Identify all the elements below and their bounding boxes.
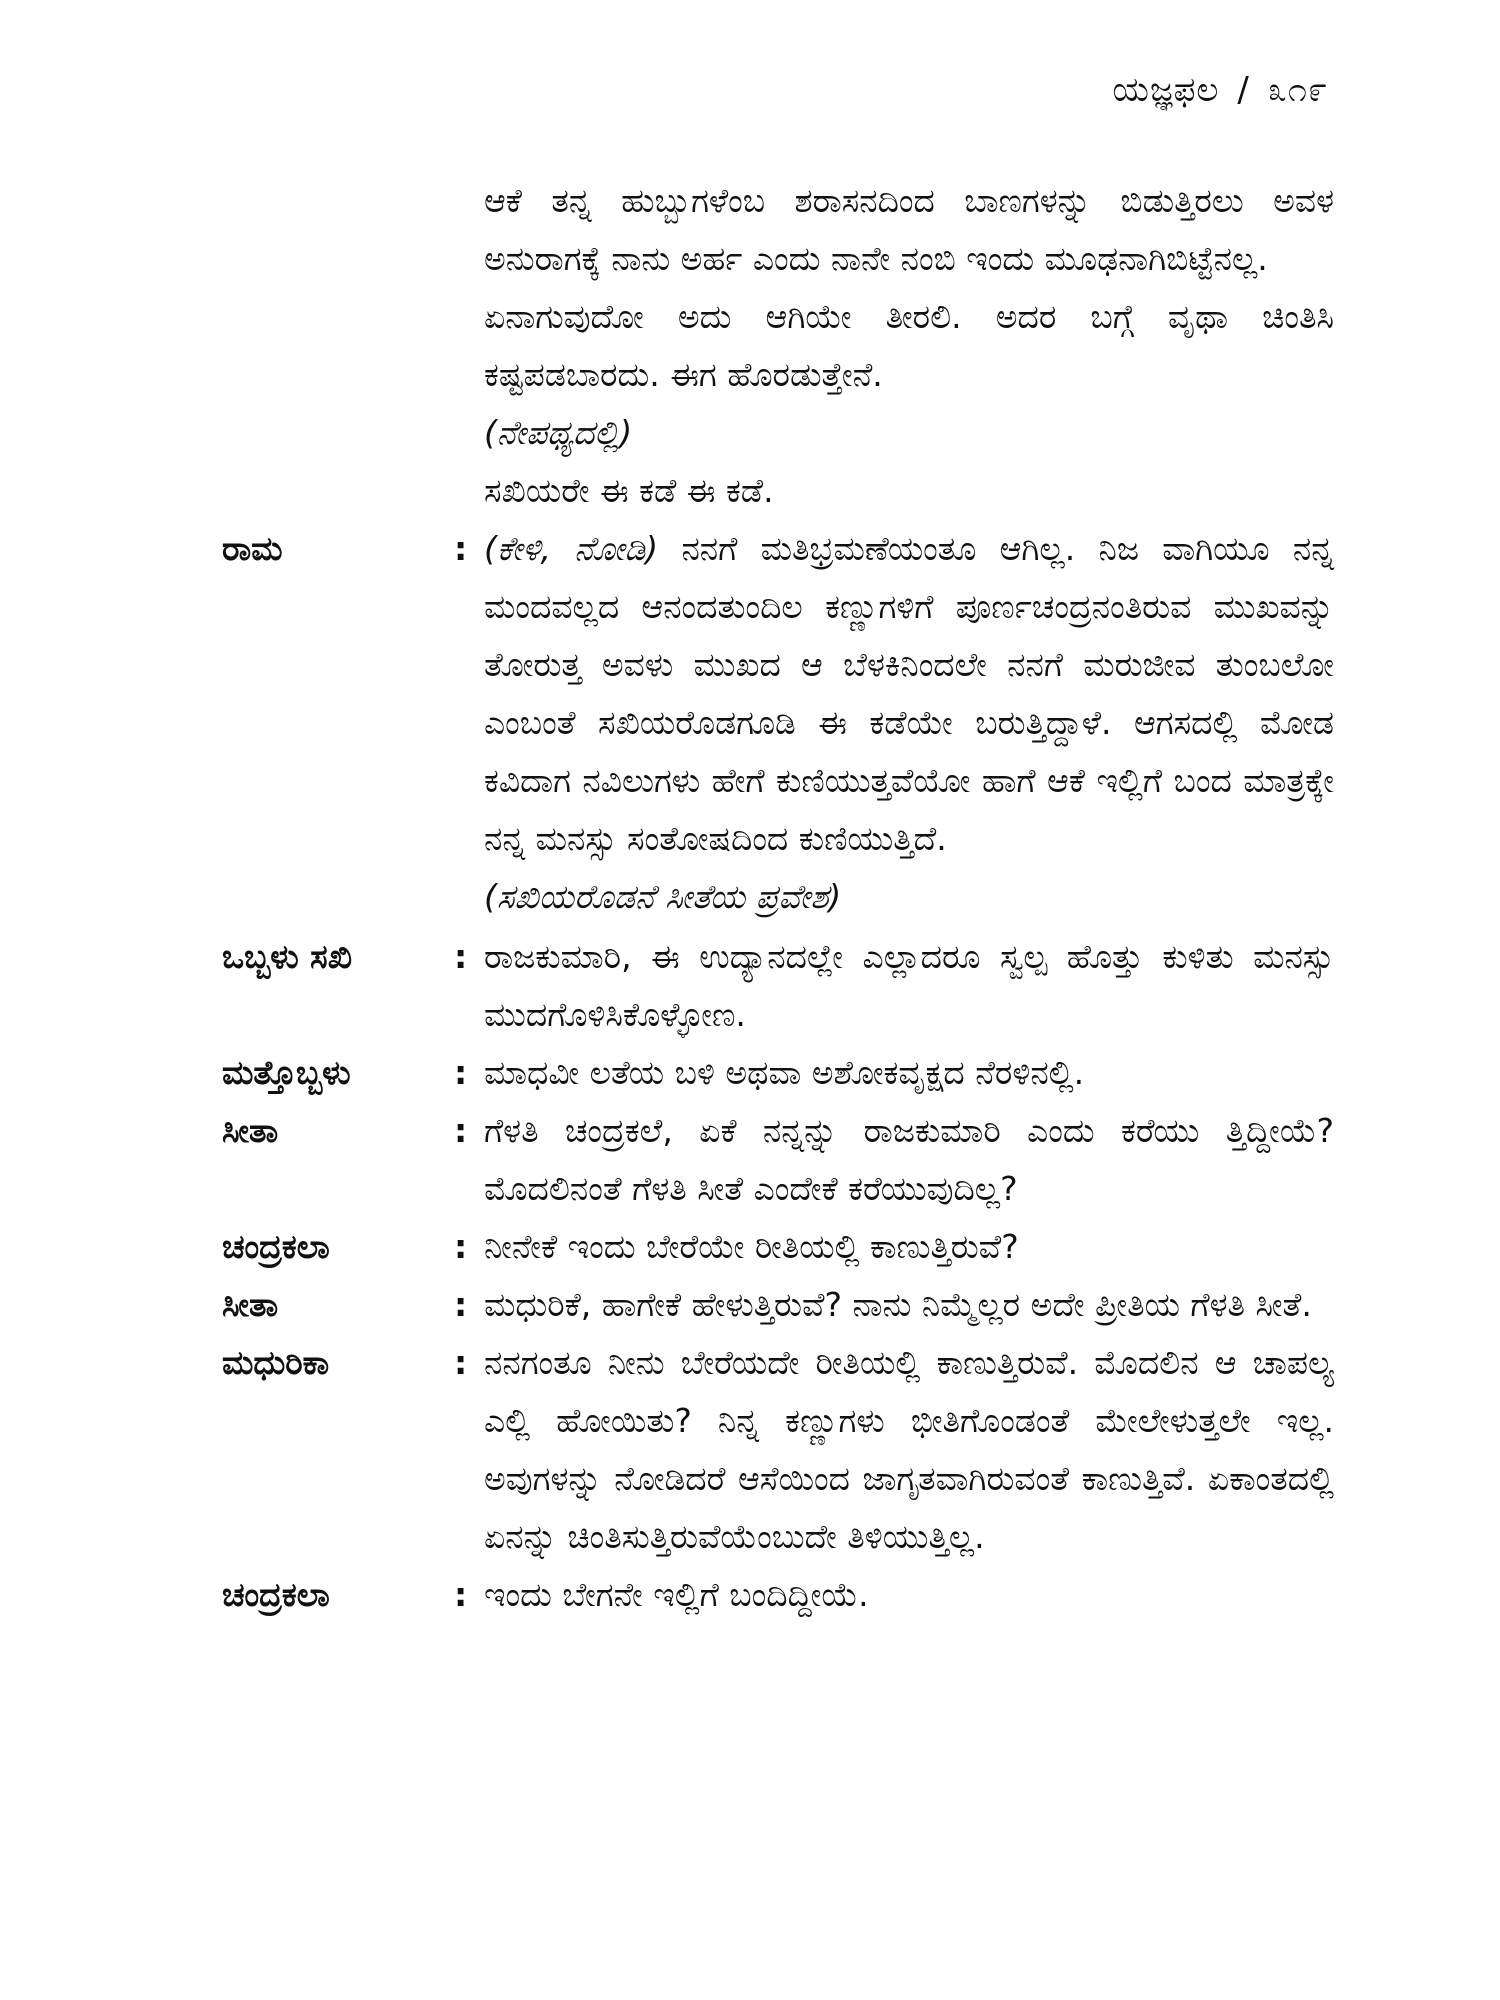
dialogue-row (222, 1102, 1334, 1218)
dialogue-row (222, 1334, 1334, 1566)
speaker-name: ರಾಮ (222, 529, 283, 568)
speaker-name: ಚಂದ್ರಕಲಾ (222, 1227, 330, 1266)
dialogue-text: ಗೆಳತಿ ಚಂದ್ರಕಲೆ, ಏಕೆ ನನ್ನನ್ನು ರಾಜಕುಮಾರಿ ಎಂದು ಕರೆಯು ತ್ತಿದ್ದೀಯೆ? ಮೊದಲಿನಂತೆ ಗೆಳತಿ ಸೀತೆ ಎಂದೇಕೆ ಕರೆಯುವುದಿಲ್ಲ? (484, 1111, 1334, 1208)
dialogue-text (484, 520, 1334, 868)
page-number: ೩೧೯ (1267, 70, 1328, 110)
speaker-name: ಮತ್ತೊಬ್ಬಳು (222, 1053, 351, 1092)
speaker-name: ಮಧುರಿಕಾ (222, 1343, 330, 1382)
dialogue-text: ನನಗಂತೂ ನೀನು ಬೇರೆಯದೇ ರೀತಿಯಲ್ಲಿ ಕಾಣುತ್ತಿರುವೆ. ಮೊದಲಿನ ಆ ಚಾಪಲ್ಯ ಎಲ್ಲಿ ಹೋಯಿತು? ನಿನ್ನ ಕಣ್ಣುಗಳು ಭೀತಿಗೊಂಡಂತೆ ಮೇಲೇಳುತ್ತಲೇ ಇಲ್ಲ. ಅವುಗಳನ್ನು ನೋಡಿದರೆ ಆಸೆಯಿಂದ ಜಾಗೃತವಾಗಿರುವಂತೆ ಕಾಣುತ್ತಿವೆ. ಏಕಾಂತದಲ್ಲಿ ಏನನ್ನು ಚಿಂತಿಸುತ್ತಿರುವೆಯೆಂಬುದೇ ತಿಳಿಯುತ್ತಿಲ್ಲ. (484, 1343, 1334, 1556)
speaker-colon: : (454, 1053, 468, 1092)
speaker-colon: : (454, 1575, 468, 1614)
dialogue-text: ಇಂದು ಬೇಗನೇ ಇಲ್ಲಿಗೆ ಬಂದಿದ್ದೀಯೆ. (484, 1575, 869, 1614)
dialogue-row (222, 1218, 1334, 1276)
speaker-colon: : (454, 1227, 468, 1266)
dialogue-row (222, 1044, 1334, 1102)
offstage-line: ಸಖಿಯರೇ ಈ ಕಡೆ ಈ ಕಡೆ. (484, 471, 774, 510)
play-text (222, 172, 1334, 1624)
dialogue-text: ರಾಜಕುಮಾರಿ, ಈ ಉದ್ಯಾನದಲ್ಲೇ ಎಲ್ಲಾದರೂ ಸ್ವಲ್ಪ ಹೊತ್ತು ಕುಳಿತು ಮನಸ್ಸು ಮುದಗೊಳಿಸಿಕೊಳ್ಳೋಣ. (484, 937, 1334, 1034)
dialogue-row (222, 1276, 1334, 1334)
continued-speech: ಏನಾಗುವುದೋ ಅದು ಆಗಿಯೇ ತೀರಲಿ. ಅದರ ಬಗ್ಗೆ ವೃಥಾ ಚಿಂತಿಸಿ ಕಷ್ಟಪಡಬಾರದು. ಈಗ ಹೊರಡುತ್ತೇನೆ. (484, 297, 1334, 394)
inline-stage-direction: (ಕೇಳಿ, ನೋಡಿ) (484, 529, 659, 568)
dialogue-row (222, 928, 1334, 1044)
speaker-colon: : (454, 1111, 468, 1150)
dialogue-text: ಮಾಧವೀ ಲತೆಯ ಬಳಿ ಅಥವಾ ಅಶೋಕವೃಕ್ಷದ ನೆರಳಿನಲ್ಲಿ. (484, 1053, 1085, 1092)
dialogue-row (222, 520, 1334, 868)
stage-direction: (ನೇಪಥ್ಯದಲ್ಲಿ) (484, 413, 633, 452)
header-separator: / (1237, 70, 1250, 110)
dialogue-row (222, 1566, 1334, 1624)
book-title: ಯಜ್ಞಫಲ (1112, 70, 1220, 110)
stage-direction: (ಸಖಿಯರೊಡನೆ ಸೀತೆಯ ಪ್ರವೇಶ) (484, 877, 842, 916)
dialogue-text: ಮಧುರಿಕೆ, ಹಾಗೇಕೆ ಹೇಳುತ್ತಿರುವೆ? ನಾನು ನಿಮ್ಮೆಲ್ಲರ ಅದೇ ಪ್ರೀತಿಯ ಗೆಳತಿ ಸೀತೆ. (484, 1285, 1312, 1324)
speaker-colon: : (454, 1285, 468, 1324)
dialogue-text: ನೀನೇಕೆ ಇಂದು ಬೇರೆಯೇ ರೀತಿಯಲ್ಲಿ ಕಾಣುತ್ತಿರುವೆ? (484, 1227, 1019, 1266)
dialogue-line: ನನಗೆ ಮತಿಭ್ರಮಣೆಯಂತೂ ಆಗಿಲ್ಲ. ನಿಜ ವಾಗಿಯೂ ನನ್ನ ಮಂದವಲ್ಲದ ಆನಂದತುಂದಿಲ ಕಣ್ಣುಗಳಿಗೆ ಪೂರ್ಣಚಂದ್ರನಂತಿರುವ ಮುಖವನ್ನು ತೋರುತ್ತ ಅವಳು ಮುಖದ ಆ ಬೆಳಕಿನಿಂದಲೇ ನನಗೆ ಮರುಜೀವ ತುಂಬಲೋ ಎಂಬಂತೆ ಸಖಿಯರೊಡಗೂಡಿ ಈ ಕಡೆಯೇ ಬರುತ್ತಿದ್ದಾಳೆ. ಆಗಸದಲ್ಲಿ ಮೋಡ ಕವಿದಾಗ ನವಿಲುಗಳು ಹೇಗೆ ಕುಣಿಯುತ್ತವೆಯೋ ಹಾಗೆ ಆಕೆ ಇಲ್ಲಿಗೆ ಬಂದ ಮಾತ್ರಕ್ಕೇ ನನ್ನ ಮನಸ್ಸು ಸಂತೋಷದಿಂದ ಕುಣಿಯುತ್ತಿದೆ. (484, 529, 1334, 858)
speaker-name: ಸೀತಾ (222, 1285, 279, 1324)
speaker-colon: : (454, 937, 468, 976)
continued-speech: ಆಕೆ ತನ್ನ ಹುಬ್ಬುಗಳೆಂಬ ಶರಾಸನದಿಂದ ಬಾಣಗಳನ್ನು ಬಿಡುತ್ತಿರಲು ಅವಳ ಅನುರಾಗಕ್ಕೆ ನಾನು ಅರ್ಹ ಎಂದು ನಾನೇ ನಂಬಿ ಇಂದು ಮೂಢನಾಗಿಬಿಟ್ಟೆನಲ್ಲ. (484, 181, 1334, 278)
speaker-name: ಸೀತಾ (222, 1111, 279, 1150)
speaker-name: ಒಬ್ಬಳು ಸಖಿ (222, 937, 353, 976)
speaker-name: ಚಂದ್ರಕಲಾ (222, 1575, 330, 1614)
running-header (1113, 70, 1328, 110)
speaker-colon: : (454, 529, 468, 568)
speaker-colon: : (454, 1343, 468, 1382)
